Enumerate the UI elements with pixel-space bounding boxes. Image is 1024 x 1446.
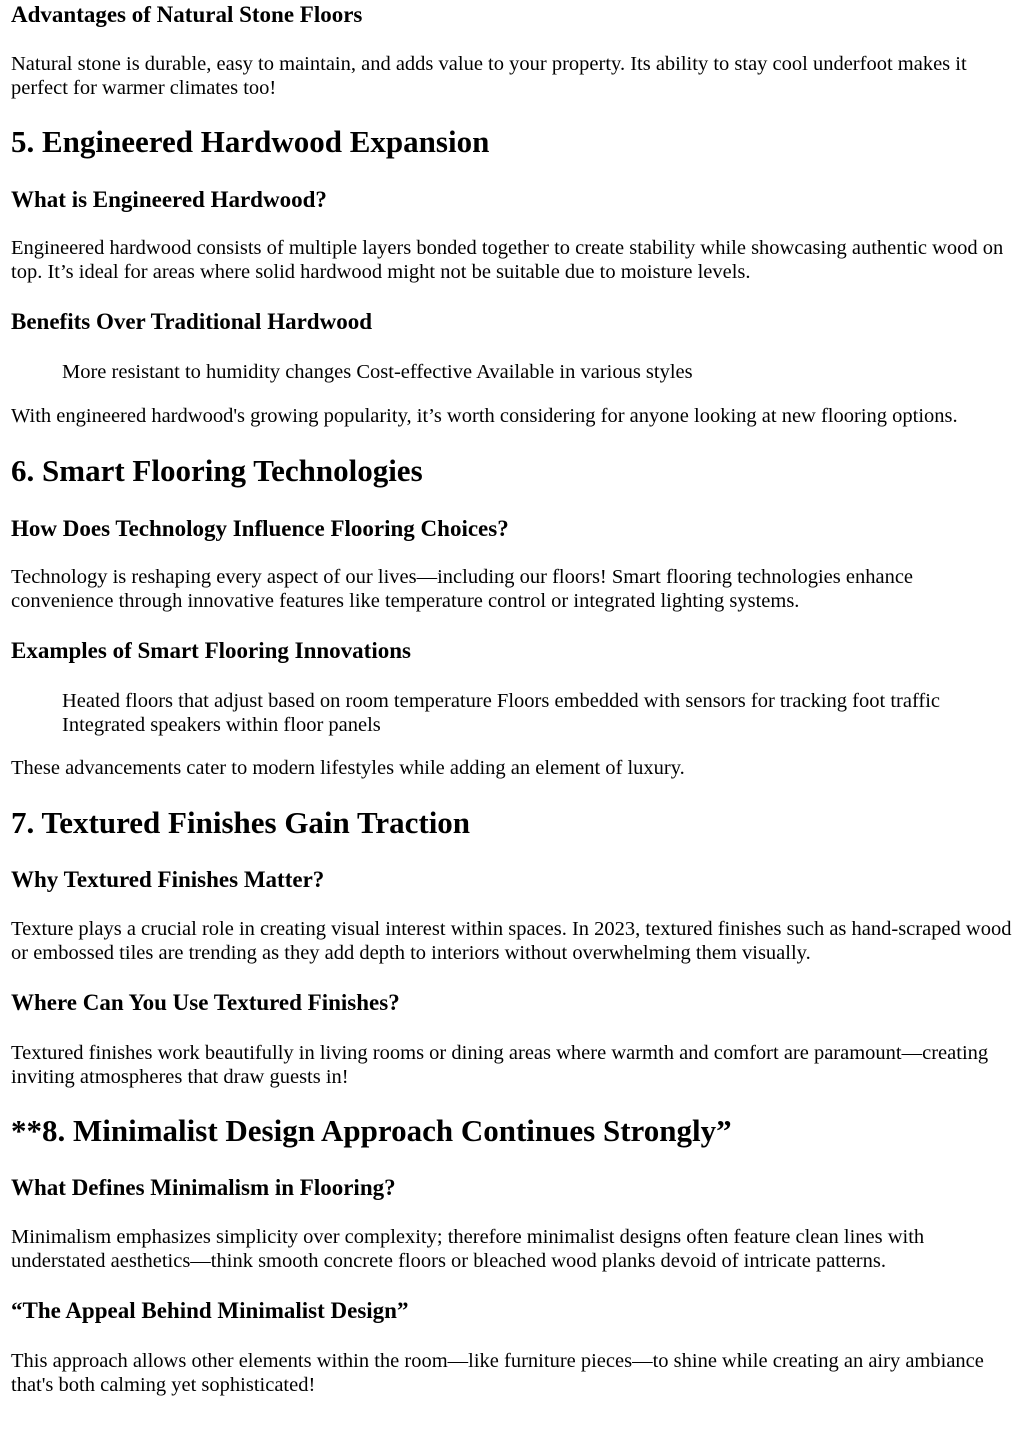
engineered-what-heading: What is Engineered Hardwood? (11, 187, 327, 212)
engineered-hardwood-title: 5. Engineered Hardwood Expansion (11, 124, 490, 159)
textured-why-heading: Why Textured Finishes Matter? (11, 867, 325, 892)
natural-stone-advantages-text: Natural stone is durable, easy to maintain, and adds value to your property. Its ability to stay cool underfoot makes it perfect for warmer climates too! (11, 53, 967, 99)
engineered-closing-text: With engineered hardwood's growing popularity, it’s worth considering for anyone looking at new flooring options. (11, 405, 958, 427)
engineered-what-text: Engineered hardwood consists of multiple layers bonded together to create stability while showcasing authentic wood on top. It’s ideal for areas where solid hardwood might not be suitable due to moisture levels. (11, 237, 1004, 283)
smart-how-text: Technology is reshaping every aspect of our lives—including our floors! Smart flooring technologies enhance convenience through innovative features like temperature control or integrated lighting systems. (11, 566, 914, 612)
minimalist-appeal-heading: “The Appeal Behind Minimalist Design” (11, 1298, 409, 1323)
minimalist-appeal-text: This approach allows other elements within the room—like furniture pieces—to shine while creating an airy ambiance that's both calming yet sophisticated! (11, 1350, 984, 1396)
smart-flooring-title: 6. Smart Flooring Technologies (11, 453, 423, 488)
textured-where-text: Textured finishes work beautifully in living rooms or dining areas where warmth and comfort are paramount—creating inviting atmospheres that draw guests in! (11, 1042, 989, 1088)
smart-examples-heading: Examples of Smart Flooring Innovations (11, 638, 411, 663)
textured-where-heading: Where Can You Use Textured Finishes? (11, 990, 400, 1015)
smart-how-heading: How Does Technology Influence Flooring Choices? (11, 516, 509, 541)
natural-stone-advantages-heading: Advantages of Natural Stone Floors (11, 2, 363, 27)
textured-why-text: Texture plays a crucial role in creating visual interest within spaces. In 2023, textured finishes such as hand-scraped wood or embossed tiles are trending as they add depth to interiors without overwhelming them visually. (11, 918, 1012, 964)
engineered-benefits-heading: Benefits Over Traditional Hardwood (11, 309, 372, 334)
minimalist-defines-text: Minimalism emphasizes simplicity over complexity; therefore minimalist designs often feature clean lines with understated aesthetics—think smooth concrete floors or bleached wood planks devoid of intricate patterns. (11, 1226, 925, 1272)
minimalist-defines-heading: What Defines Minimalism in Flooring? (11, 1175, 396, 1200)
engineered-benefits-list: More resistant to humidity changes Cost-effective Available in various styles (62, 361, 693, 383)
smart-closing-text: These advancements cater to modern lifestyles while adding an element of luxury. (11, 757, 685, 779)
smart-examples-list: Heated floors that adjust based on room temperature Floors embedded with sensors for tracking foot traffic Integrated speakers within floor panels (62, 690, 941, 736)
minimalist-design-title: **8. Minimalist Design Approach Continues Strongly” (11, 1113, 732, 1148)
textured-finishes-title: 7. Textured Finishes Gain Traction (11, 805, 471, 840)
